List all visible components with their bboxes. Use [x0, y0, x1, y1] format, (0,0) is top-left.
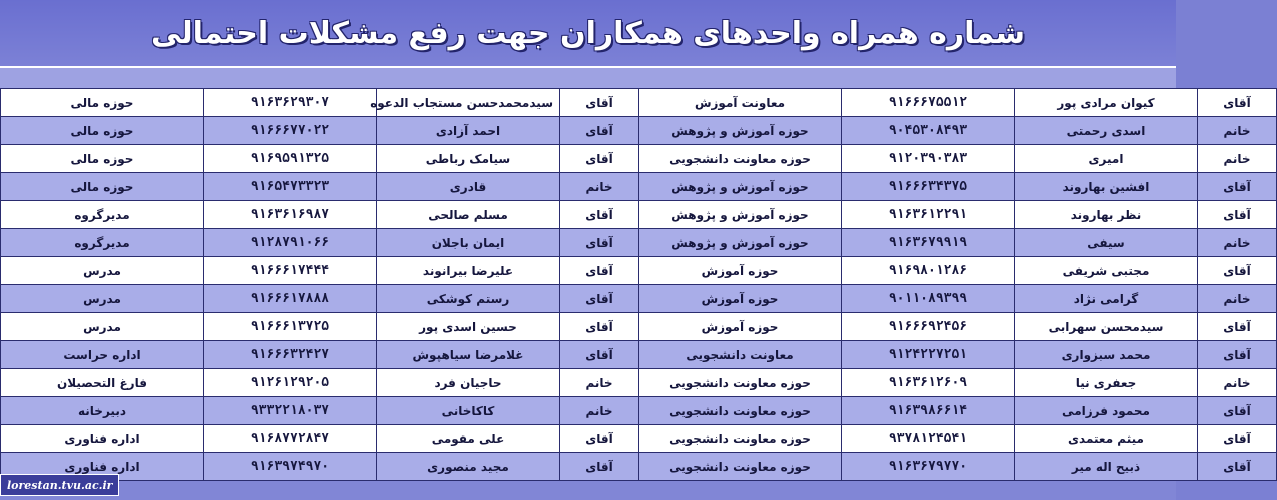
name-cell: کاکاخانی: [377, 397, 560, 425]
name-cell: محمود فرزامی: [1015, 397, 1198, 425]
phone-cell: ۹۱۶۹۵۹۱۳۲۵: [204, 145, 377, 173]
unit-cell: حوزه آموزش و پژوهش: [639, 173, 842, 201]
phone-cell: ۹۱۲۴۲۲۷۲۵۱: [842, 341, 1015, 369]
table-row: [1, 341, 1277, 369]
phone-cell: ۹۱۶۳۶۱۲۲۹۱: [842, 201, 1015, 229]
table-row: [1, 313, 1277, 341]
table-row: [1, 453, 1277, 481]
contact-table-body: [1, 89, 1277, 481]
phone-cell: ۹۳۳۲۲۱۸۰۳۷: [204, 397, 377, 425]
title-cell: آقای: [560, 285, 639, 313]
title-cell: آقای: [560, 341, 639, 369]
phone-cell: ۹۱۶۶۶۳۴۳۷۵: [842, 173, 1015, 201]
title-cell: خانم: [560, 397, 639, 425]
name-cell: نظر بهاروند: [1015, 201, 1198, 229]
unit-cell: معاونت دانشجویی: [639, 341, 842, 369]
unit-cell: حوزه آموزش و پژوهش: [639, 117, 842, 145]
table-row: [1, 173, 1277, 201]
page-title: شماره همراه واحدهای همکاران جهت رفع مشکلات احتمالی: [151, 15, 1025, 51]
unit-cell: فارغ التحصیلان: [1, 369, 204, 397]
name-cell: افشین بهاروند: [1015, 173, 1198, 201]
phone-cell: ۹۱۶۶۶۷۷۰۲۲: [204, 117, 377, 145]
unit-cell: حوزه مالی: [1, 173, 204, 201]
unit-cell: حوزه آموزش و پژوهش: [639, 201, 842, 229]
unit-cell: حوزه معاونت دانشجویی: [639, 453, 842, 481]
phone-cell: ۹۱۶۳۶۱۶۹۸۷: [204, 201, 377, 229]
name-cell: گرامی نژاد: [1015, 285, 1198, 313]
title-cell: خانم: [1198, 369, 1277, 397]
unit-cell: مدرس: [1, 285, 204, 313]
phone-cell: ۹۱۶۶۶۹۲۴۵۶: [842, 313, 1015, 341]
title-cell: آقای: [560, 313, 639, 341]
name-cell: سیامک رباطی: [377, 145, 560, 173]
title-cell: آقای: [1198, 453, 1277, 481]
name-cell: سیدمحسن سهرابی: [1015, 313, 1198, 341]
unit-cell: حوزه معاونت دانشجویی: [639, 397, 842, 425]
unit-cell: معاونت آموزش: [639, 89, 842, 117]
phone-cell: ۹۱۶۳۹۷۴۹۷۰: [204, 453, 377, 481]
table-row: [1, 201, 1277, 229]
phone-cell: ۹۱۶۳۶۱۲۶۰۹: [842, 369, 1015, 397]
title-cell: آقای: [1198, 257, 1277, 285]
name-cell: سیفی: [1015, 229, 1198, 257]
unit-cell: اداره فناوری: [1, 425, 204, 453]
phone-cell: ۹۰۴۵۳۰۸۴۹۳: [842, 117, 1015, 145]
title-cell: خانم: [1198, 145, 1277, 173]
title-cell: آقای: [1198, 341, 1277, 369]
phone-cell: ۹۱۶۶۶۳۲۴۲۷: [204, 341, 377, 369]
unit-cell: حوزه مالی: [1, 145, 204, 173]
title-cell: آقای: [560, 201, 639, 229]
phone-cell: ۹۱۶۶۶۱۷۴۴۴: [204, 257, 377, 285]
unit-cell: اداره حراست: [1, 341, 204, 369]
title-cell: خانم: [1198, 229, 1277, 257]
phone-cell: ۹۱۶۳۹۸۶۶۱۴: [842, 397, 1015, 425]
phone-cell: ۹۱۶۳۶۷۹۷۷۰: [842, 453, 1015, 481]
table-row: [1, 89, 1277, 117]
phone-cell: ۹۱۶۸۷۷۲۸۴۷: [204, 425, 377, 453]
name-cell: محمد سبزواری: [1015, 341, 1198, 369]
name-cell: امیری: [1015, 145, 1198, 173]
title-cell: خانم: [1198, 117, 1277, 145]
unit-cell: حوزه معاونت دانشجویی: [639, 369, 842, 397]
phone-cell: ۹۱۶۳۶۷۹۹۱۹: [842, 229, 1015, 257]
unit-cell: حوزه معاونت دانشجویی: [639, 425, 842, 453]
table-row: [1, 229, 1277, 257]
website-logo[interactable]: lorestan.tvu.ac.ir: [0, 474, 119, 496]
table-row: [1, 425, 1277, 453]
name-cell: ذبیح اله میر: [1015, 453, 1198, 481]
name-cell: مجتبی شریفی: [1015, 257, 1198, 285]
phone-cell: ۹۳۷۸۱۲۴۵۴۱: [842, 425, 1015, 453]
title-cell: خانم: [560, 369, 639, 397]
unit-cell: حوزه آموزش: [639, 257, 842, 285]
phone-cell: ۹۱۲۰۳۹۰۳۸۳: [842, 145, 1015, 173]
name-cell: رستم کوشکی: [377, 285, 560, 313]
unit-cell: دبیرخانه: [1, 397, 204, 425]
unit-cell: حوزه آموزش: [639, 313, 842, 341]
name-cell: مسلم صالحی: [377, 201, 560, 229]
table-row: [1, 145, 1277, 173]
table-row: [1, 369, 1277, 397]
title-cell: آقای: [1198, 313, 1277, 341]
title-cell: آقای: [560, 257, 639, 285]
unit-cell: حوزه آموزش: [639, 285, 842, 313]
name-cell: قادری: [377, 173, 560, 201]
name-cell: حاجیان فرد: [377, 369, 560, 397]
title-cell: آقای: [1198, 201, 1277, 229]
name-cell: احمد آزادی: [377, 117, 560, 145]
phone-cell: ۹۱۶۶۶۱۷۸۸۸: [204, 285, 377, 313]
title-cell: آقای: [560, 117, 639, 145]
phone-cell: ۹۱۶۶۶۱۳۷۲۵: [204, 313, 377, 341]
title-cell: آقای: [1198, 425, 1277, 453]
unit-cell: حوزه آموزش و پژوهش: [639, 229, 842, 257]
unit-cell: مدیرگروه: [1, 229, 204, 257]
title-cell: آقای: [560, 89, 639, 117]
phone-cell: ۹۱۶۳۶۲۹۳۰۷: [204, 89, 377, 117]
phone-cell: ۹۱۶۵۴۷۳۳۲۳: [204, 173, 377, 201]
name-cell: اسدی رحمتی: [1015, 117, 1198, 145]
name-cell: جعفری نیا: [1015, 369, 1198, 397]
unit-cell: اداره فناوری: [1, 453, 204, 481]
phone-cell: ۹۱۲۸۷۹۱۰۶۶: [204, 229, 377, 257]
title-cell: خانم: [1198, 285, 1277, 313]
title-banner: [0, 0, 1176, 68]
unit-cell: حوزه مالی: [1, 89, 204, 117]
phone-cell: ۹۰۱۱۰۸۹۳۹۹: [842, 285, 1015, 313]
title-cell: خانم: [560, 173, 639, 201]
name-cell: ایمان باجلان: [377, 229, 560, 257]
table-row: [1, 397, 1277, 425]
name-cell: میثم معتمدی: [1015, 425, 1198, 453]
unit-cell: مدرس: [1, 257, 204, 285]
title-cell: آقای: [1198, 173, 1277, 201]
name-cell: سیدمحمدحسن مستجاب الدعوه: [377, 89, 560, 117]
contact-table: [0, 88, 1277, 481]
table-row: [1, 285, 1277, 313]
phone-cell: ۹۱۶۶۶۷۵۵۱۲: [842, 89, 1015, 117]
unit-cell: حوزه معاونت دانشجویی: [639, 145, 842, 173]
unit-cell: مدیرگروه: [1, 201, 204, 229]
table-row: [1, 117, 1277, 145]
title-cell: آقای: [560, 145, 639, 173]
name-cell: مجید منصوری: [377, 453, 560, 481]
title-cell: آقای: [560, 425, 639, 453]
name-cell: کیوان مرادی پور: [1015, 89, 1198, 117]
phone-cell: ۹۱۲۶۱۲۹۲۰۵: [204, 369, 377, 397]
header-divider-strip: [0, 68, 1176, 88]
name-cell: حسین اسدی پور: [377, 313, 560, 341]
name-cell: علیرضا بیرانوند: [377, 257, 560, 285]
title-cell: آقای: [560, 229, 639, 257]
unit-cell: حوزه مالی: [1, 117, 204, 145]
unit-cell: مدرس: [1, 313, 204, 341]
name-cell: علی مقومی: [377, 425, 560, 453]
title-cell: آقای: [1198, 397, 1277, 425]
phone-cell: ۹۱۶۹۸۰۱۲۸۶: [842, 257, 1015, 285]
title-cell: آقای: [560, 453, 639, 481]
name-cell: غلامرضا سیاهپوش: [377, 341, 560, 369]
title-cell: آقای: [1198, 89, 1277, 117]
table-row: [1, 257, 1277, 285]
